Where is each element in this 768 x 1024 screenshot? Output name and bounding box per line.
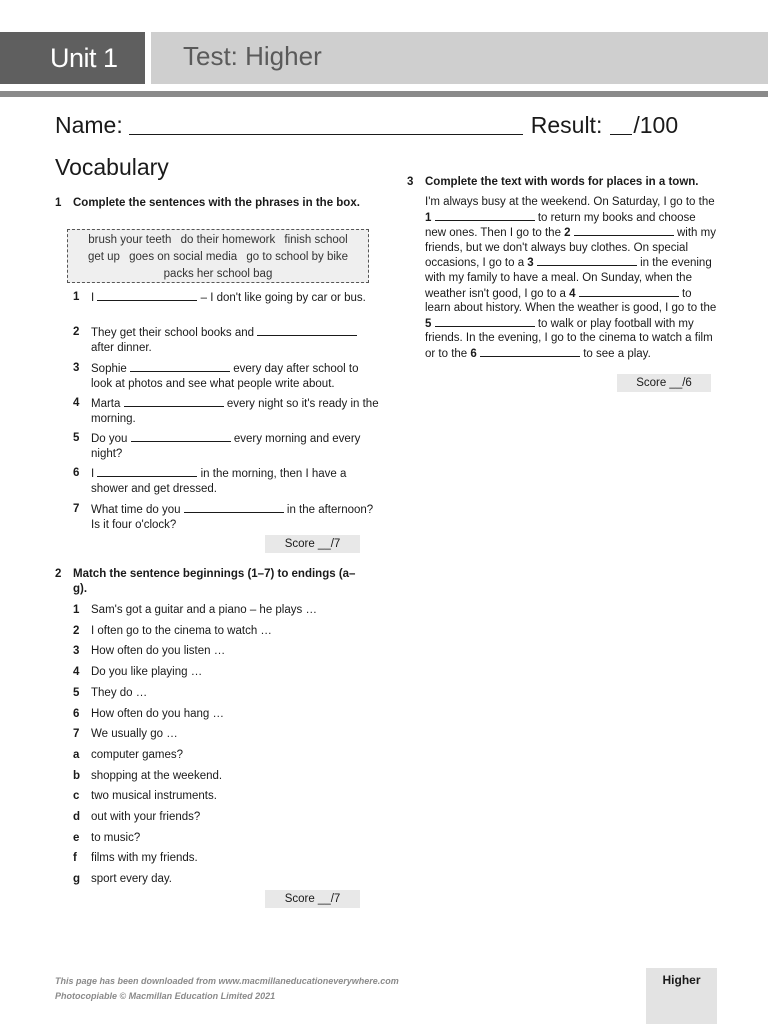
item-text: I often go to the cinema to watch … <box>91 625 272 637</box>
phrase: goes on social media <box>129 251 238 263</box>
item-number: 5 <box>73 687 80 699</box>
exercise-2 <box>55 567 361 596</box>
passage-text: to learn about history. When the weather is good, I go to the <box>425 287 717 315</box>
passage-text: to see a play. <box>583 347 651 360</box>
exercise-3-score: Score __/6 <box>617 374 711 392</box>
item-text: How often do you listen … <box>91 645 226 657</box>
list-item <box>73 665 381 680</box>
passage-text: to return my books and choose new ones. Then I go to the <box>425 211 696 240</box>
item-text: – I don't like going by car or bus. <box>200 292 366 304</box>
phrase: go to school by bike <box>246 251 349 263</box>
name-field[interactable] <box>129 114 523 135</box>
item-number: 6 <box>73 708 80 720</box>
test-title: Test: Higher <box>183 41 322 71</box>
passage-text: I'm always busy at the weekend. On Saturday, I go to the <box>425 196 715 208</box>
item-number: 1 <box>73 604 80 616</box>
item-text: in the afternoon? Is it four o'clock? <box>91 504 374 531</box>
item-number: 4 <box>73 666 80 678</box>
name-label: Name: <box>55 112 123 138</box>
list-item <box>73 789 381 804</box>
gap-number: 3 <box>527 257 534 270</box>
item-text: shopping at the weekend. <box>91 770 223 782</box>
passage-text: to walk or play football with my friends. In the evening, I go to the cinema to watch a film or to the <box>425 317 713 360</box>
answer-blank[interactable] <box>184 502 284 513</box>
section-title: Vocabulary <box>55 154 169 180</box>
exercise-3-text <box>425 195 717 362</box>
gap-number: 5 <box>425 317 432 330</box>
item-number: 1 <box>73 291 80 303</box>
item-number: 2 <box>73 326 80 338</box>
header-rule <box>0 91 768 97</box>
item-text: Do you <box>91 433 128 445</box>
exercise-1-instruction <box>55 196 367 211</box>
list-item <box>73 727 381 742</box>
list-item <box>73 466 381 496</box>
answer-blank[interactable] <box>579 286 679 297</box>
instruction-text: Complete the sentences with the phrases in the box. <box>73 197 360 209</box>
exercise-number: 1 <box>55 197 62 209</box>
exercise-1-score: Score __/7 <box>265 535 360 553</box>
item-text: Sophie <box>91 363 127 375</box>
unit-label: Unit 1 <box>0 32 145 84</box>
item-text: Marta <box>91 398 121 410</box>
gap-number: 2 <box>564 227 571 240</box>
item-text: How often do you hang … <box>91 708 224 720</box>
result-total: /100 <box>633 112 679 138</box>
exercise-number: 3 <box>407 176 414 188</box>
gap-number: 4 <box>569 287 576 300</box>
item-text: two musical instruments. <box>91 790 217 802</box>
phrase: finish school <box>284 234 348 246</box>
list-item <box>73 624 381 639</box>
item-number: c <box>73 790 80 802</box>
phrase: packs her school bag <box>163 268 273 280</box>
item-text: Sam's got a guitar and a piano – he plays … <box>91 604 317 616</box>
name-result-line <box>55 112 678 139</box>
item-text: sport every day. <box>91 873 172 885</box>
item-number: 5 <box>73 432 80 444</box>
item-number: 6 <box>73 467 80 479</box>
exercise-2-instruction <box>55 567 361 596</box>
result-field[interactable] <box>610 114 632 135</box>
item-text: films with my friends. <box>91 852 198 864</box>
phrase: do their homework <box>180 234 276 246</box>
answer-blank[interactable] <box>97 290 197 301</box>
item-number: 7 <box>73 728 80 740</box>
instruction-text: Complete the text with words for places in a town. <box>425 176 699 188</box>
item-number: b <box>73 770 81 782</box>
exercise-3-instruction <box>407 175 717 190</box>
list-item <box>73 851 381 866</box>
list-item <box>73 603 381 618</box>
level-badge: Higher <box>646 968 717 1024</box>
answer-blank[interactable] <box>480 346 580 357</box>
list-item <box>73 686 381 701</box>
item-text: to music? <box>91 832 141 844</box>
item-number: 2 <box>73 625 80 637</box>
item-text: I <box>91 468 95 480</box>
answer-blank[interactable] <box>124 396 224 407</box>
exercise-3 <box>407 175 717 190</box>
item-text: We usually go … <box>91 728 178 740</box>
phrase: brush your teeth <box>88 234 172 246</box>
list-item <box>73 707 381 722</box>
passage-text: in the evening with my family to have a meal. On Sunday, when the weather isn't good, I go to a <box>425 257 712 300</box>
list-item <box>73 325 381 355</box>
list-item <box>73 810 381 825</box>
answer-blank[interactable] <box>537 255 637 266</box>
item-number: 3 <box>73 645 80 657</box>
word-box <box>67 229 369 283</box>
item-text: I <box>91 292 95 304</box>
answer-blank[interactable] <box>131 431 231 442</box>
answer-blank[interactable] <box>435 210 535 221</box>
answer-blank[interactable] <box>574 225 674 236</box>
item-number: g <box>73 873 81 885</box>
item-text: after dinner. <box>91 341 152 354</box>
list-item <box>73 290 381 306</box>
item-number: a <box>73 749 80 761</box>
item-number: d <box>73 811 81 823</box>
download-note: This page has been downloaded from www.macmillaneducationeverywhere.com <box>55 976 399 986</box>
list-item <box>73 502 381 532</box>
item-text: every morning and every night? <box>91 433 361 460</box>
item-text: every night so it's ready in the morning. <box>91 398 379 425</box>
list-item <box>73 769 381 784</box>
answer-blank[interactable] <box>257 325 357 336</box>
exercise-1 <box>55 196 367 211</box>
phrase: get up <box>87 251 120 263</box>
gap-number: 6 <box>470 347 477 360</box>
gap-number: 1 <box>425 211 432 224</box>
item-number: 3 <box>73 362 80 374</box>
item-text: every day after school to look at photos and see what people write about. <box>91 363 359 390</box>
instruction-text: Match the sentence beginnings (1–7) to endings (a–g). <box>73 568 356 595</box>
item-text: in the morning, then I have a shower and get dressed. <box>91 468 347 495</box>
item-number: 4 <box>73 397 80 409</box>
list-item <box>73 872 381 887</box>
list-item <box>73 748 381 763</box>
item-text: computer games? <box>91 749 184 761</box>
item-text: They do … <box>91 687 148 699</box>
item-text: They get their school books and <box>91 327 255 339</box>
list-item <box>73 396 381 426</box>
item-text: Do you like playing … <box>91 666 203 678</box>
list-item <box>73 431 381 461</box>
list-item <box>73 831 381 846</box>
item-number: 7 <box>73 503 80 515</box>
answer-blank[interactable] <box>97 466 197 477</box>
list-item <box>73 361 381 391</box>
exercise-2-score: Score __/7 <box>265 890 360 908</box>
answer-blank[interactable] <box>435 316 535 327</box>
header-divider <box>145 32 151 84</box>
answer-blank[interactable] <box>130 361 230 372</box>
list-item <box>73 644 381 659</box>
passage-text: with my friends, but we don't always buy clothes. On special occasions, I go to a <box>425 227 716 270</box>
item-text: What time do you <box>91 504 181 516</box>
item-text: out with your friends? <box>91 811 201 823</box>
item-number: f <box>73 852 77 864</box>
exercise-number: 2 <box>55 568 62 580</box>
item-number: e <box>73 832 80 844</box>
result-label: Result: <box>530 112 603 138</box>
copyright-note: Photocopiable © Macmillan Education Limited 2021 <box>55 991 276 1001</box>
